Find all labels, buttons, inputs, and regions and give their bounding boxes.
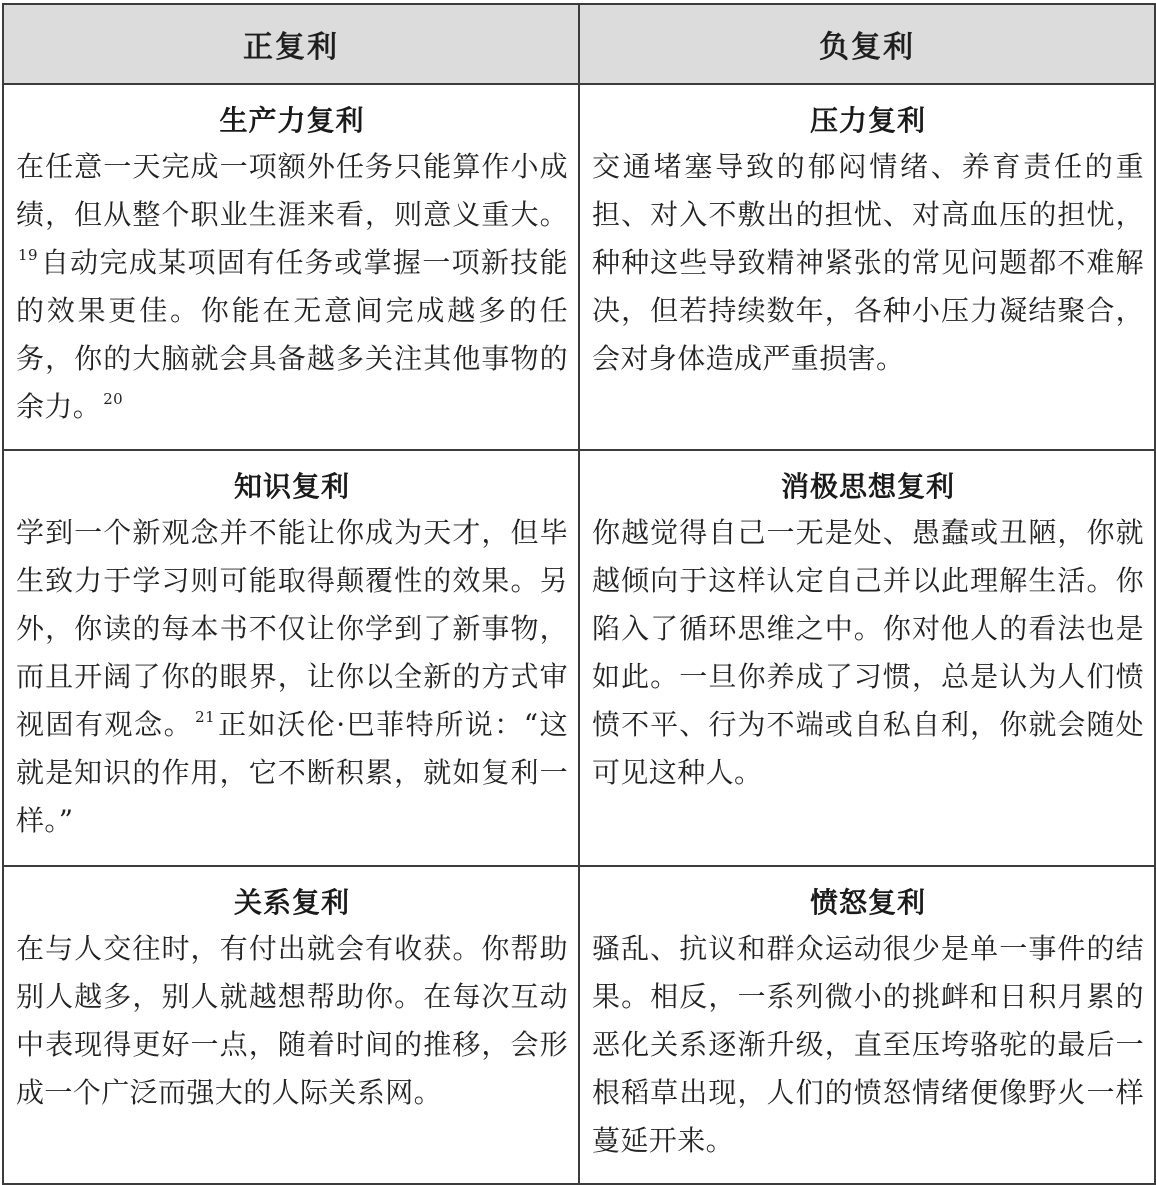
cell-anger-compound	[579, 866, 1155, 1184]
cell-title: 生产力复利	[219, 104, 365, 137]
cell-productivity-compound	[3, 84, 579, 450]
body-text: 自动完成某项固有任务或掌握一项新技能的效果更佳。你能在无意间完成越多的任务，你的大脑就会具备越多关注其他事物的余力。	[16, 246, 568, 423]
table-row	[3, 450, 1155, 866]
body-text: 正如沃伦·巴菲特所说：“这就是知识的作用，它不断积累，就如复利一样。”	[16, 708, 568, 837]
cell-relationship-compound	[3, 866, 579, 1184]
cell-title: 消极思想复利	[780, 470, 955, 503]
cell-knowledge-compound	[3, 450, 579, 866]
cell-title: 关系复利	[233, 886, 350, 919]
cell-title: 愤怒复利	[809, 886, 926, 919]
footnote-ref: 19	[18, 246, 38, 264]
cell-body: 骚乱、抗议和群众运动很少是单一事件的结果。相反，一系列微小的挑衅和日积月累的恶化关系逐渐升级，直至压垮骆驼的最后一根稻草出现，人们的愤怒情绪便像野火一样蔓延开来。	[592, 932, 1144, 1157]
footnote-ref: 21	[195, 708, 216, 726]
header-positive-compound: 正复利	[3, 4, 579, 84]
cell-body: 交通堵塞导致的郁闷情绪、养育责任的重担、对入不敷出的担忧、对高血压的担忧，种种这些导致精神紧张的常见问题都不难解决，但若持续数年，各种小压力凝结聚合，会对身体造成严重损害。	[592, 150, 1144, 375]
cell-title: 知识复利	[233, 470, 350, 503]
cell-body: 在与人交往时，有付出就会有收获。你帮助别人越多，别人就越想帮助你。在每次互动中表现得更好一点，随着时间的推移，会形成一个广泛而强大的人际关系网。	[16, 932, 568, 1109]
table-row	[3, 866, 1155, 1184]
table-row	[3, 84, 1155, 450]
header-negative-compound: 负复利	[579, 4, 1155, 84]
footnote-ref: 20	[103, 390, 124, 408]
cell-negative-thinking-compound	[579, 450, 1155, 866]
header-row	[3, 4, 1155, 84]
body-text: 学到一个新观念并不能让你成为天才，但毕生致力于学习则可能取得颠覆性的效果。另外，你读的每本书不仅让你学到了新事物，而且开阔了你的眼界，让你以全新的方式审视固有观念。	[16, 516, 568, 741]
cell-stress-compound	[579, 84, 1155, 450]
cell-body	[16, 509, 568, 845]
cell-body: 你越觉得自己一无是处、愚蠢或丑陋，你就越倾向于这样认定自己并以此理解生活。你陷入了循环思维之中。你对他人的看法也是如此。一旦你养成了习惯，总是认为人们愤愤不平、行为不端或自私自利，你就会随处可见这种人。	[592, 516, 1144, 789]
cell-body	[16, 143, 568, 431]
cell-title: 压力复利	[809, 104, 926, 137]
body-text: 在任意一天完成一项额外任务只能算作小成绩，但从整个职业生涯来看，则意义重大。	[16, 150, 568, 231]
compound-comparison-table	[2, 3, 1156, 1185]
